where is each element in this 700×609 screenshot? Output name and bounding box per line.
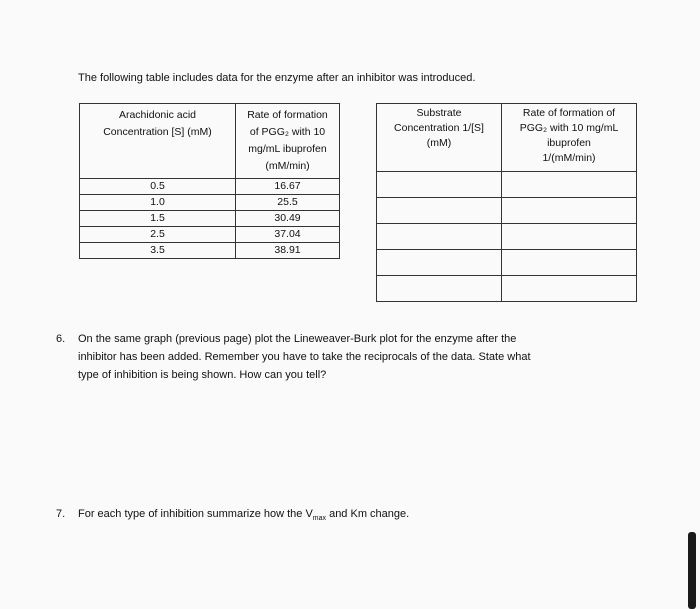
- empty-cell[interactable]: [502, 250, 637, 276]
- question-number: 6.: [56, 333, 66, 345]
- table-row: [377, 198, 637, 224]
- scrollbar[interactable]: [688, 532, 696, 609]
- table-row: [377, 276, 637, 302]
- cell-rate: 30.49: [236, 211, 340, 227]
- cell-rate: 16.67: [236, 179, 340, 195]
- header-rate-of-formation: Rate of formation of PGG₂ with 10 mg/mL ibuprofen (mM/min): [236, 104, 340, 179]
- empty-cell[interactable]: [377, 198, 502, 224]
- empty-cell[interactable]: [377, 250, 502, 276]
- intro-text: The following table includes data for the enzyme after an inhibitor was introduced.: [78, 72, 476, 84]
- empty-cell[interactable]: [377, 224, 502, 250]
- cell-concentration: 1.5: [80, 211, 236, 227]
- table-row: [80, 227, 340, 243]
- empty-cell[interactable]: [502, 198, 637, 224]
- question-text: On the same graph (previous page) plot the Lineweaver-Burk plot for the enzyme after the inhibitor has been added. Remember you have to take the reciprocals of the data. State what type of inhibition is being shown. How can you tell?: [78, 333, 531, 381]
- cell-concentration: 1.0: [80, 195, 236, 211]
- table-row: [80, 195, 340, 211]
- table-row: [80, 243, 340, 259]
- data-table: [79, 103, 340, 259]
- table-row: [80, 179, 340, 195]
- header-reciprocal-substrate: Substrate Concentration 1/[S] (mM): [377, 104, 502, 172]
- reciprocal-table: [376, 103, 637, 302]
- empty-cell[interactable]: [502, 172, 637, 198]
- empty-cell[interactable]: [377, 172, 502, 198]
- question-text: For each type of inhibition summarize how the $V_{max}$ and Km change.: [78, 508, 410, 523]
- cell-rate: 37.04: [236, 227, 340, 243]
- table-row: [377, 224, 637, 250]
- cell-concentration: 3.5: [80, 243, 236, 259]
- cell-concentration: 0.5: [80, 179, 236, 195]
- cell-concentration: 2.5: [80, 227, 236, 243]
- table-row: [377, 250, 637, 276]
- header-reciprocal-rate: Rate of formation of PGG₂ with 10 mg/mL ibuprofen 1/(mM/min): [502, 104, 637, 172]
- cell-rate: 38.91: [236, 243, 340, 259]
- table-header-row: [377, 104, 637, 172]
- table-row: [80, 211, 340, 227]
- empty-cell[interactable]: [502, 224, 637, 250]
- question-number: 7.: [56, 508, 66, 520]
- cell-rate: 25.5: [236, 195, 340, 211]
- table-header-row: [80, 104, 340, 179]
- empty-cell[interactable]: [502, 276, 637, 302]
- header-substrate-concentration: Arachidonic acid Concentration [S] (mM): [80, 104, 236, 179]
- table-row: [377, 172, 637, 198]
- empty-cell[interactable]: [377, 276, 502, 302]
